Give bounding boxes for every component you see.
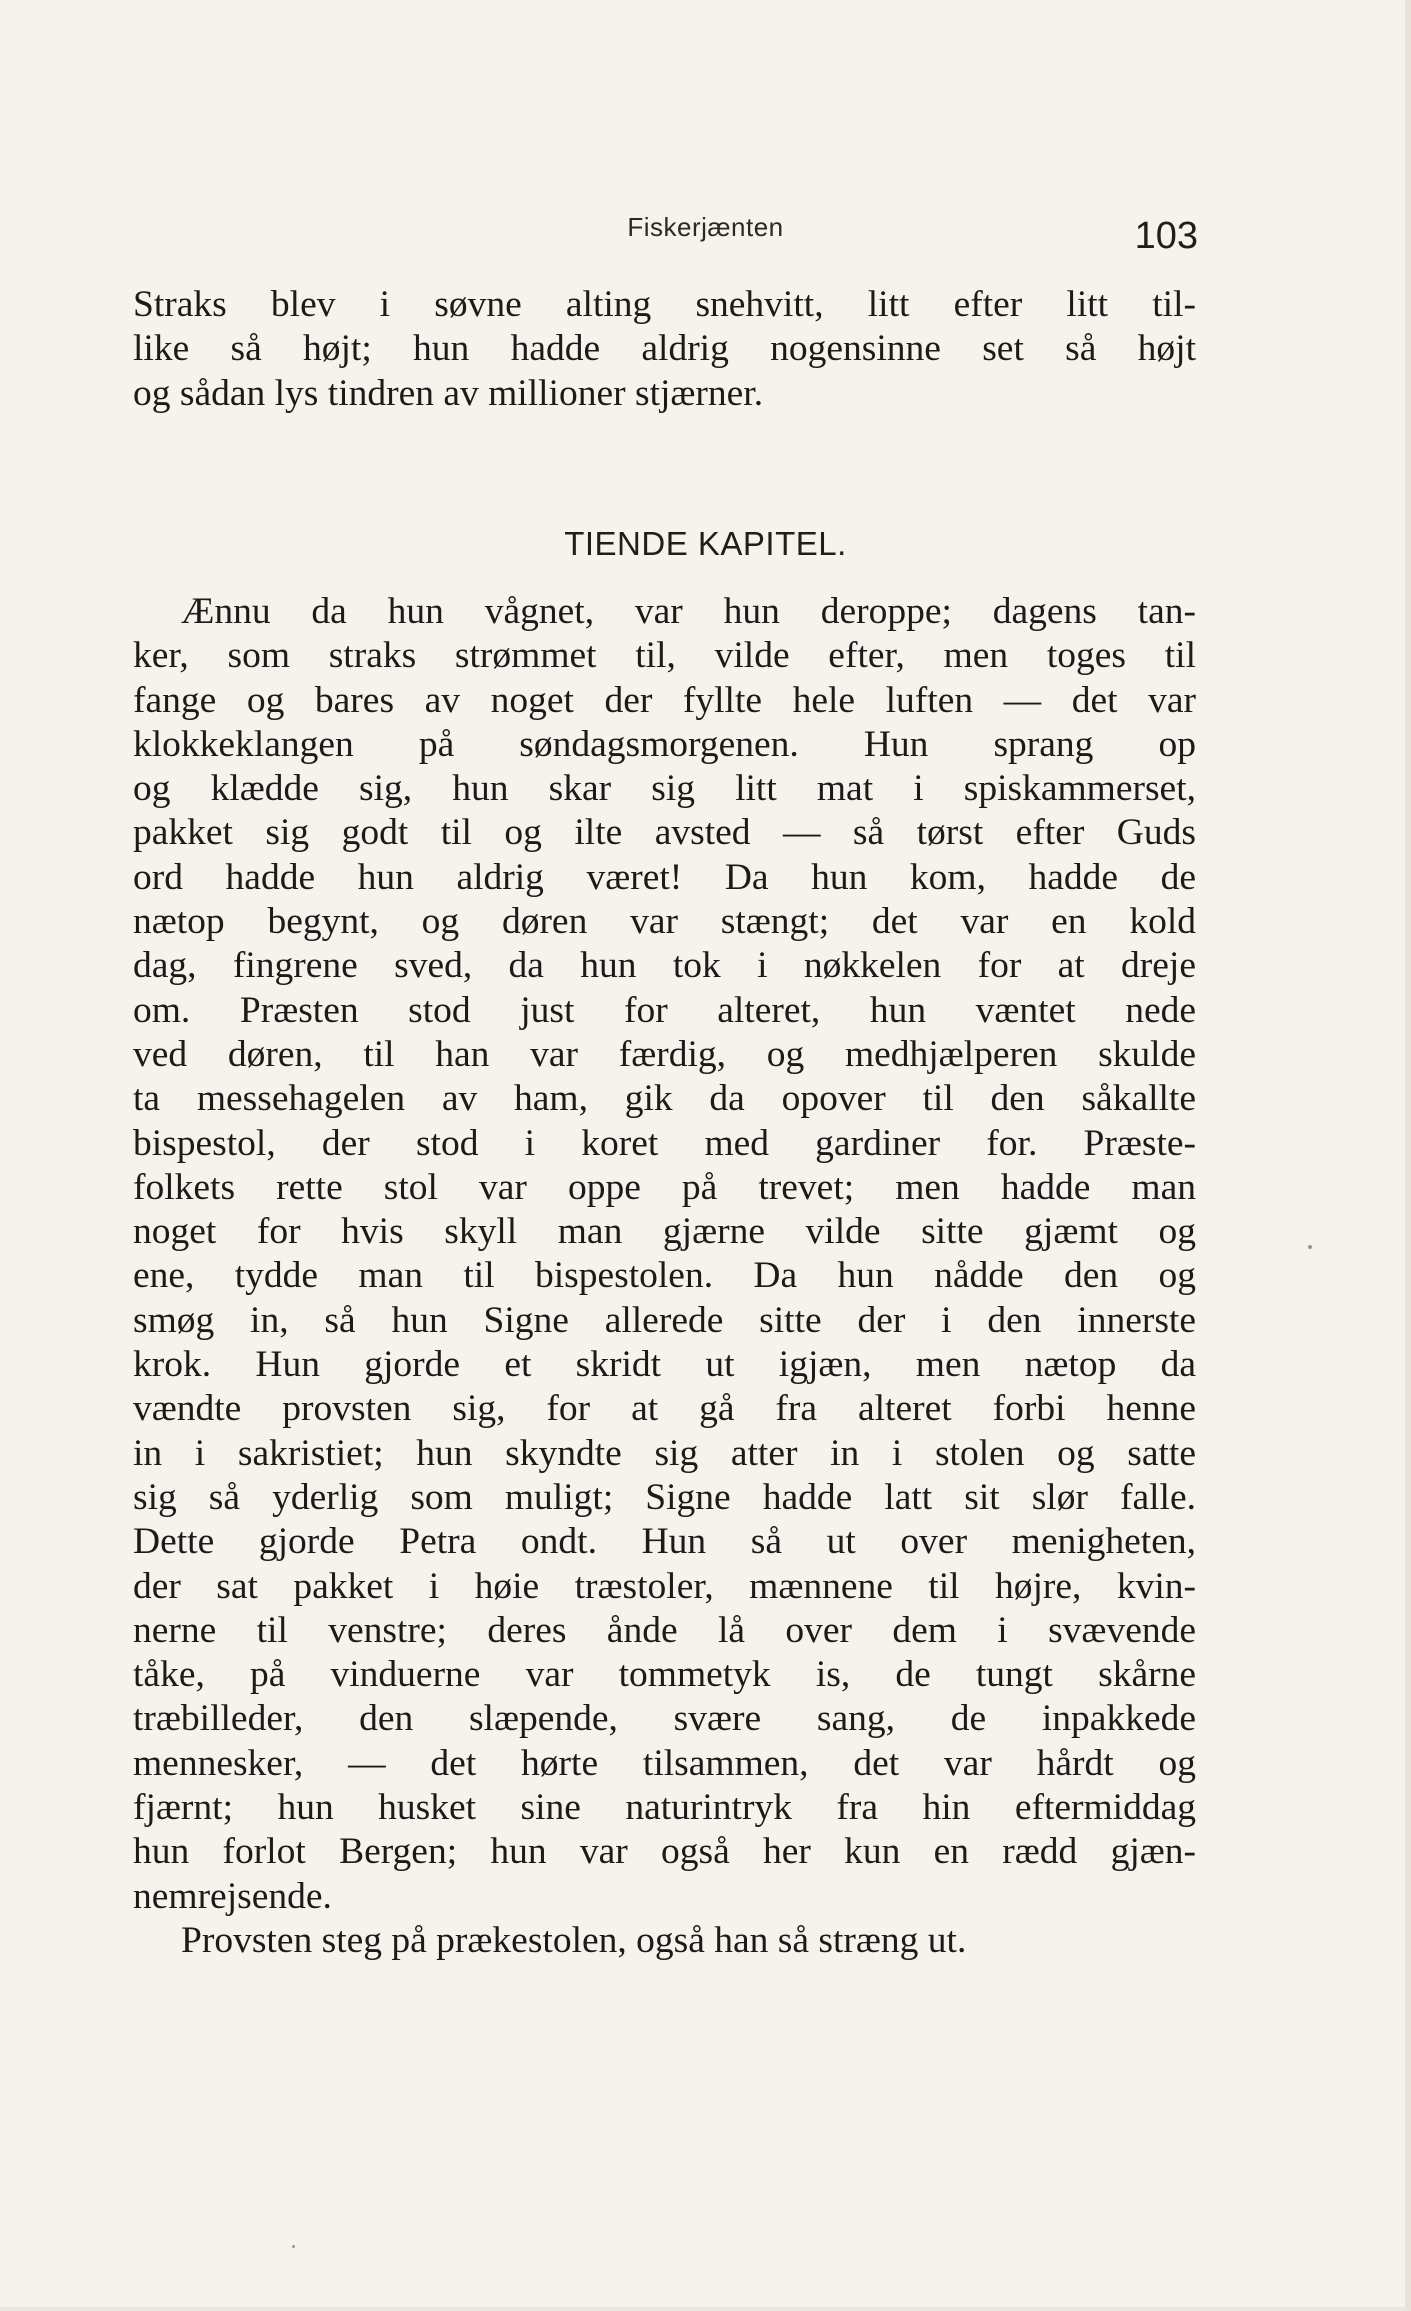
text-line: der sat pakket i høie træstoler, mænnene til højre, kvin-	[133, 1565, 1196, 1607]
text-line: og sådan lys tindren av millioner stjærner.	[133, 372, 764, 414]
text-line: Dette gjorde Petra ondt. Hun så ut over menigheten,	[133, 1521, 1196, 1563]
text-line: smøg in, så hun Signe allerede sitte der i den innerste	[133, 1299, 1196, 1341]
text-line: sig så yderlig som muligt; Signe hadde latt sit slør falle.	[133, 1476, 1196, 1518]
paper-speck	[292, 2245, 295, 2248]
paper-speck	[1308, 1245, 1312, 1249]
text-line: like så højt; hun hadde aldrig nogensinne set så højt	[133, 328, 1196, 370]
text-line: noget for hvis skyll man gjærne vilde sitte gjæmt og	[133, 1211, 1196, 1253]
page-number: 103	[1134, 215, 1198, 257]
text-line: Ænnu da hun vågnet, var hun deroppe; dagens tan-	[181, 591, 1196, 632]
text-line: in i sakristiet; hun skyndte sig atter in i stolen og satte	[133, 1432, 1196, 1474]
text-line: nerne til venstre; deres ånde lå over dem i svævende	[133, 1609, 1196, 1651]
text-line: pakket sig godt til og ilte avsted — så tørst efter Guds	[133, 812, 1196, 854]
text-line: ene, tydde man til bispestolen. Da hun nådde den og	[133, 1255, 1196, 1297]
text-line: tåke, på vinduerne var tommetyk is, de tungt skårne	[133, 1654, 1196, 1696]
main-paragraph	[133, 590, 1196, 1963]
text-line: nemrejsende.	[133, 1875, 332, 1917]
text-line: Straks blev i søvne alting snehvitt, litt efter litt til-	[133, 284, 1196, 325]
text-line: nætop begynt, og døren var stængt; det var en kold	[133, 901, 1196, 943]
text-line: folkets rette stol var oppe på trevet; men hadde man	[133, 1166, 1196, 1208]
text-line: bispestol, der stod i koret med gardiner for. Præste-	[133, 1122, 1196, 1164]
text-line: klokkeklangen på søndagsmorgenen. Hun sprang op	[133, 723, 1196, 765]
intro-paragraph	[133, 283, 1196, 416]
text-line: fjærnt; hun husket sine naturintryk fra hin eftermiddag	[133, 1787, 1196, 1829]
text-line: dag, fingrene sved, da hun tok i nøkkelen for at dreje	[133, 945, 1196, 987]
running-title: Fiskerjænten	[627, 212, 784, 242]
text-line: krok. Hun gjorde et skridt ut igjæn, men nætop da	[133, 1344, 1196, 1386]
chapter-heading: TIENDE KAPITEL.	[564, 525, 847, 562]
closing-line: Provsten steg på prækestolen, også han så stræng ut.	[181, 1919, 967, 1961]
text-line: fange og bares av noget der fyllte hele luften — det var	[133, 679, 1196, 721]
text-line: ord hadde hun aldrig været! Da hun kom, hadde de	[133, 856, 1196, 898]
text-line: hun forlot Bergen; hun var også her kun en rædd gjæn-	[133, 1831, 1196, 1873]
text-line: vændte provsten sig, for at gå fra alteret forbi henne	[133, 1388, 1196, 1430]
text-line: ved døren, til han var færdig, og medhjælperen skulde	[133, 1033, 1196, 1075]
text-line: og klædde sig, hun skar sig litt mat i spiskammerset,	[133, 768, 1196, 810]
text-line: træbilleder, den slæpende, svære sang, de inpakkede	[133, 1698, 1196, 1740]
text-line: ta messehagelen av ham, gik da opover til den såkallte	[133, 1078, 1196, 1120]
text-line: om. Præsten stod just for alteret, hun væntet nede	[133, 989, 1196, 1031]
text-line: ker, som straks strømmet til, vilde efter, men toges til	[133, 635, 1196, 677]
text-line: mennesker, — det hørte tilsammen, det var hårdt og	[133, 1742, 1196, 1784]
